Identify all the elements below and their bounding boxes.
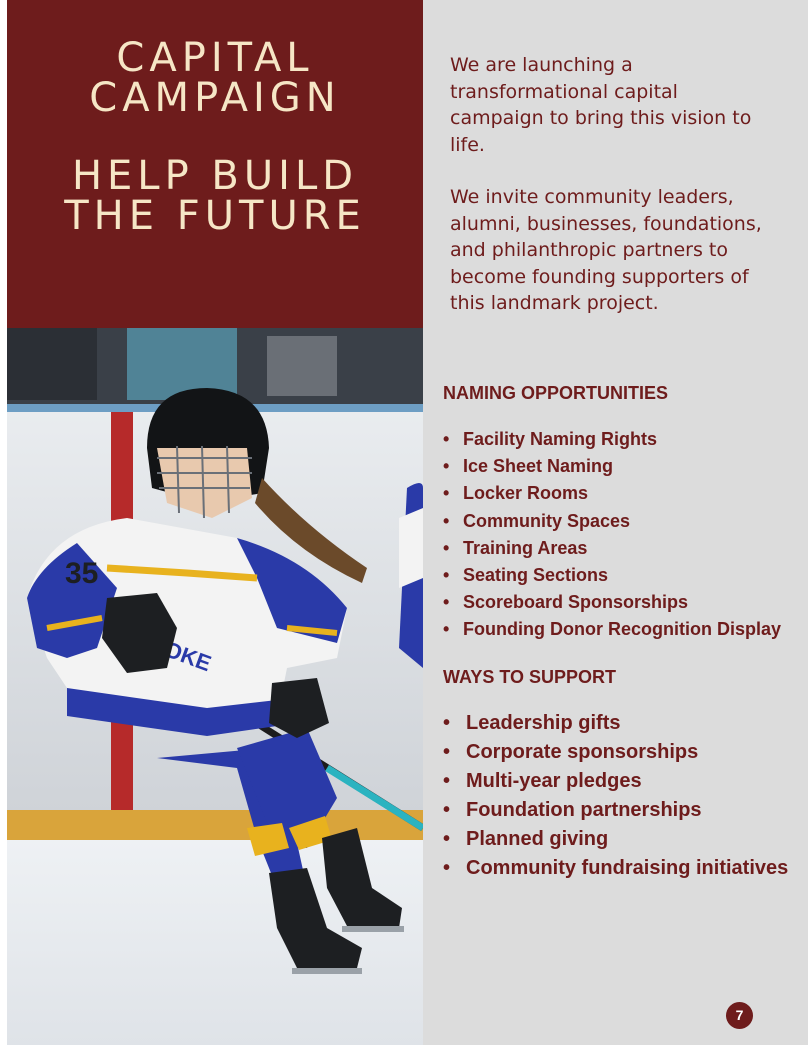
ways-to-support-heading: WAYS TO SUPPORT: [443, 667, 617, 687]
list-item: [443, 589, 781, 616]
bullet-icon: •: [443, 828, 451, 850]
list-item-label: Locker Rooms: [463, 483, 589, 504]
list-item-label: Community fundraising initiatives: [466, 857, 789, 879]
intro-paragraph-2: We invite community leaders, alumni, businesses, foundations, and philanthropic partners to become founding supporters of this landmark project.: [450, 186, 762, 314]
list-item: [443, 616, 781, 643]
bullet-icon: •: [443, 770, 451, 792]
list-item-label: Ice Sheet Naming: [463, 456, 614, 477]
list-item-label: Multi-year pledges: [466, 770, 642, 792]
list-item: [443, 709, 788, 738]
bullet-icon: •: [443, 741, 451, 763]
naming-opportunities-list: [443, 426, 781, 644]
title-line-the-future: THE FUTURE: [64, 193, 366, 239]
bullet-icon: •: [443, 510, 450, 531]
bullet-icon: •: [443, 565, 450, 586]
intro-paragraph-1: We are launching a transformational capital campaign to bring this vision to life.: [450, 54, 752, 156]
bullet-icon: •: [443, 456, 450, 477]
list-item: [443, 508, 781, 535]
intro-text: [450, 52, 770, 343]
list-item-label: Founding Donor Recognition Display: [463, 619, 781, 640]
list-item: [443, 480, 781, 507]
list-item-label: Facility Naming Rights: [463, 429, 658, 449]
list-item: [443, 562, 781, 589]
right-text-panel: [423, 0, 808, 1045]
list-item-label: Planned giving: [466, 828, 609, 850]
list-item-label: Seating Sections: [463, 565, 609, 586]
list-item-label: Leadership gifts: [466, 712, 621, 734]
list-item: [443, 825, 788, 854]
bullet-icon: •: [443, 712, 451, 734]
page-number-badge: 7: [726, 1002, 753, 1029]
list-item-label: Scoreboard Sponsorships: [463, 592, 689, 613]
bullet-icon: •: [443, 592, 450, 613]
hockey-player-photo: [7, 328, 423, 1045]
list-item-label: Foundation partnerships: [466, 799, 702, 821]
bullet-icon: •: [443, 537, 450, 558]
list-item-label: Corporate sponsorships: [466, 741, 699, 763]
list-item: [443, 453, 781, 480]
bullet-icon: •: [443, 857, 451, 879]
bullet-icon: •: [443, 429, 450, 449]
ways-to-support-list: [443, 709, 788, 883]
title-line-help-build: HELP BUILD: [71, 153, 359, 199]
naming-opportunities-heading: NAMING OPPORTUNITIES: [443, 383, 669, 403]
campaign-title-block: [7, 0, 423, 328]
list-item: [443, 535, 781, 562]
title-line-campaign: CAMPAIGN: [89, 75, 341, 121]
bullet-icon: •: [443, 799, 451, 821]
list-item-label: Training Areas: [463, 537, 588, 558]
bullet-icon: •: [443, 619, 450, 640]
list-item: [443, 796, 788, 825]
title-line-capital: CAPITAL: [116, 35, 314, 81]
list-item: [443, 738, 788, 767]
list-item: [443, 426, 781, 453]
jersey-number: 35: [65, 557, 99, 590]
list-item: [443, 854, 788, 883]
hockey-player-illustration: [7, 328, 423, 1045]
list-item-label: Community Spaces: [463, 510, 631, 531]
bullet-icon: •: [443, 483, 450, 504]
list-item: [443, 767, 788, 796]
